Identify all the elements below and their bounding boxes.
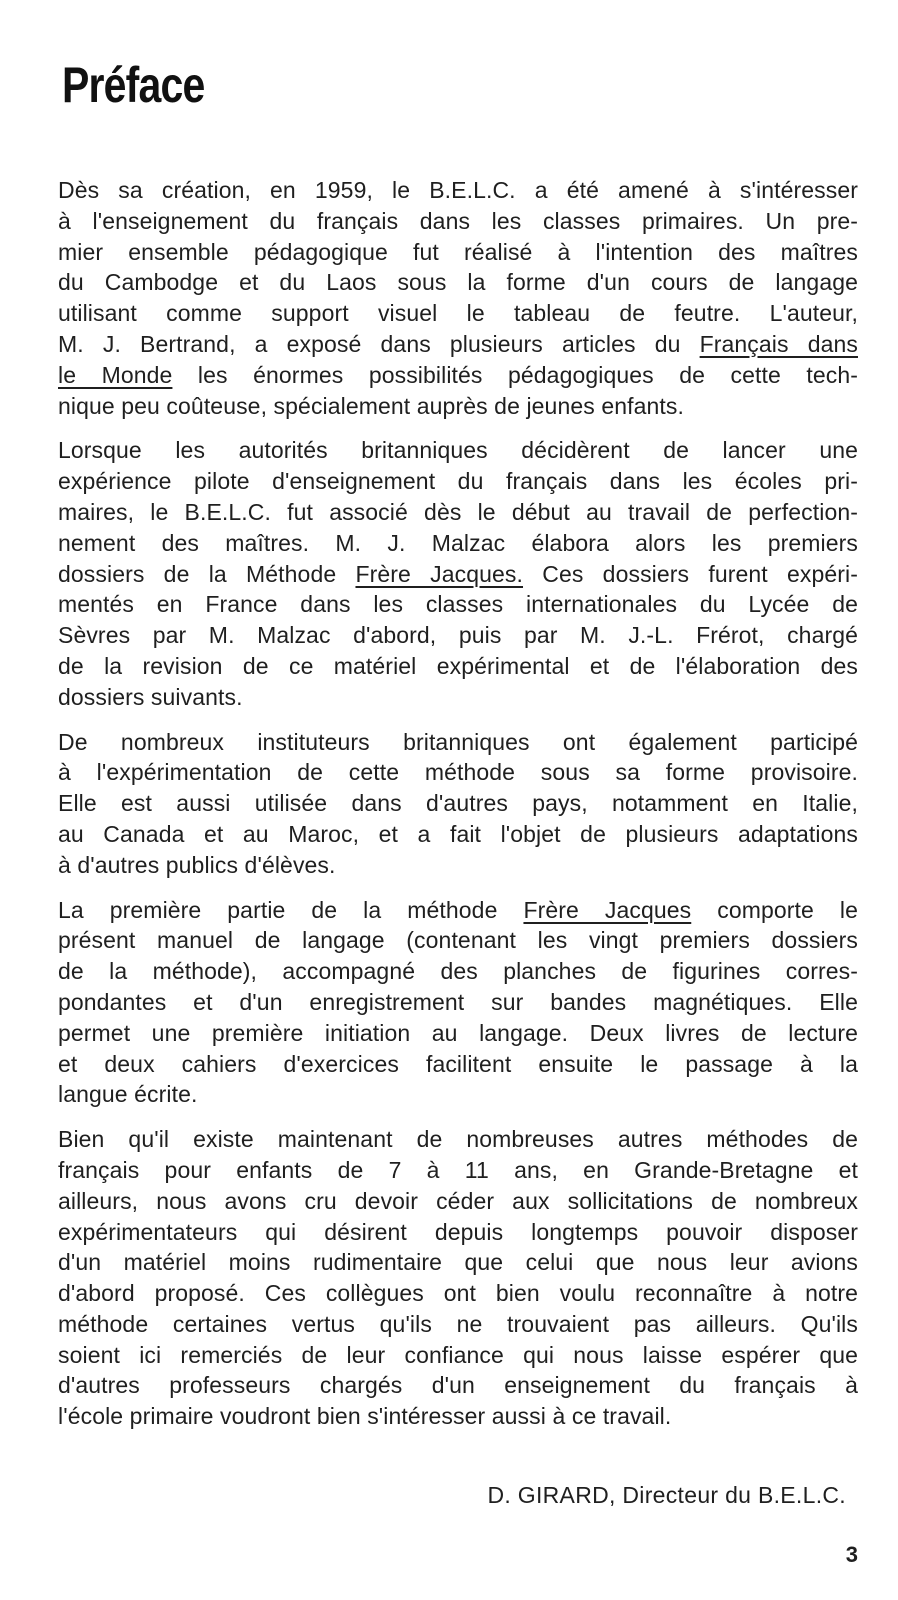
underlined-title: Frère Jacques	[523, 896, 692, 923]
paragraph-2	[58, 435, 858, 712]
text-line: à l'expérimentation de cette méthode sous sa forme provisoire.	[58, 759, 858, 786]
text-line: maires, le B.E.L.C. fut associé dès le début au travail de perfection-	[58, 498, 858, 525]
paragraph-5	[58, 1124, 858, 1432]
text-run: dossiers de la Méthode	[58, 560, 356, 587]
text-line: à l'enseignement du français dans les classes primaires. Un pre-	[58, 207, 858, 234]
text-line: ailleurs, nous avons cru devoir céder aux sollicitations de nombreux	[58, 1187, 858, 1214]
text-line: permet une première initiation au langage. Deux livres de lecture	[58, 1019, 858, 1046]
text-line: d'un matériel moins rudimentaire que celui que nous leur avions	[58, 1249, 858, 1276]
underlined-title: Français dans	[699, 330, 858, 357]
text-line: à d'autres publics d'élèves.	[58, 851, 336, 878]
text-line: d'abord proposé. Ces collègues ont bien voulu reconnaître à notre	[58, 1280, 858, 1307]
text-run: M. J. Bertrand, a exposé dans plusieurs articles du	[58, 330, 700, 357]
text-line: Bien qu'il existe maintenant de nombreuses autres méthodes de	[58, 1126, 858, 1153]
text-line: au Canada et au Maroc, et a fait l'objet de plusieurs adaptations	[58, 820, 858, 847]
page-title: Préface	[62, 57, 205, 113]
text-line: d'autres professeurs chargés d'un enseignement du français à	[58, 1372, 858, 1399]
text-line: Elle est aussi utilisée dans d'autres pays, notamment en Italie,	[58, 790, 858, 817]
text-line: mier ensemble pédagogique fut réalisé à l'intention des maîtres	[58, 238, 858, 265]
text-line: dossiers suivants.	[58, 683, 243, 710]
text-line: mentés en France dans les classes internationales du Lycée de	[58, 591, 858, 618]
text-line: présent manuel de langage (contenant les vingt premiers dossiers	[58, 927, 858, 954]
text-run: Ces dossiers furent expéri-	[523, 560, 859, 587]
text-line: Lorsque les autorités britanniques décidèrent de lancer une	[58, 437, 858, 464]
text-line: nement des maîtres. M. J. Malzac élabora alors les premiers	[58, 529, 858, 556]
page-number: 3	[845, 1542, 858, 1567]
text-line: du Cambodge et du Laos sous la forme d'un cours de langage	[58, 269, 858, 296]
text-line	[58, 895, 858, 926]
text-line: Sèvres par M. Malzac d'abord, puis par M. J.-L. Frérot, chargé	[58, 622, 858, 649]
text-line: et deux cahiers d'exercices facilitent ensuite le passage à la	[58, 1050, 858, 1077]
text-line: De nombreux instituteurs britanniques ont également participé	[58, 728, 858, 755]
preface-body	[58, 175, 858, 1446]
text-run: les énormes possibilités pédagogiques de cette tech-	[172, 361, 859, 388]
text-line: utilisant comme support visuel le tableau de feutre. L'auteur,	[58, 300, 858, 327]
text-line: méthode certaines vertus qu'ils ne trouvaient pas ailleurs. Qu'ils	[58, 1310, 858, 1337]
text-line: de la méthode), accompagné des planches de figurines corres-	[58, 958, 858, 985]
paragraph-4	[58, 895, 858, 1111]
underlined-title: Frère Jacques.	[355, 560, 524, 587]
paragraph-3	[58, 727, 858, 881]
text-line: de la revision de ce matériel expérimental et de l'élaboration des	[58, 652, 858, 679]
text-run: comporte le	[691, 896, 858, 923]
text-line: expérimentateurs qui désirent depuis longtemps pouvoir disposer	[58, 1218, 858, 1245]
text-line: français pour enfants de 7 à 11 ans, en Grande-Bretagne et	[58, 1156, 858, 1183]
text-run: La première partie de la méthode	[58, 896, 524, 923]
text-line: langue écrite.	[58, 1081, 198, 1108]
text-line: pondantes et d'un enregistrement sur bandes magnétiques. Elle	[58, 988, 858, 1015]
underlined-title: le Monde	[58, 361, 173, 388]
text-line: soient ici remerciés de leur confiance qui nous laisse espérer que	[58, 1341, 858, 1368]
signature: D. GIRARD, Directeur du B.E.L.C.	[487, 1482, 846, 1508]
text-line: Dès sa création, en 1959, le B.E.L.C. a été amené à s'intéresser	[58, 177, 858, 203]
paragraph-1	[58, 175, 858, 421]
text-line: expérience pilote d'enseignement du français dans les écoles pri-	[58, 468, 858, 495]
text-line	[58, 329, 858, 360]
text-line	[58, 559, 858, 590]
text-line: l'école primaire voudront bien s'intéresser aussi à ce travail.	[58, 1403, 672, 1430]
text-line: nique peu coûteuse, spécialement auprès de jeunes enfants.	[58, 392, 684, 419]
text-line	[58, 360, 858, 391]
